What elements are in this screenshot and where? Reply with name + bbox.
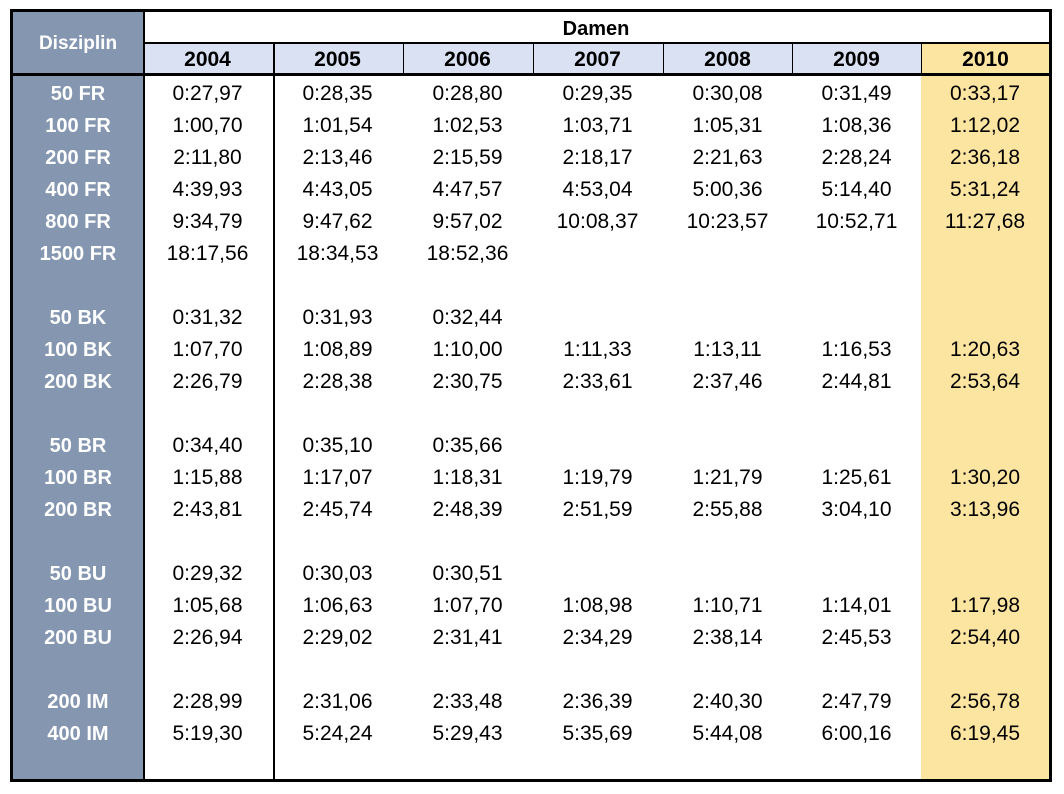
discipline-cell: 50 BU (49, 563, 107, 585)
spacer-row (13, 398, 1049, 430)
discipline-cell: 50 FR (50, 83, 106, 105)
time-cell-2009 (792, 238, 921, 270)
time-cell-2005: 0:30,03 (302, 562, 373, 585)
time-cell-2007: 1:08,98 (562, 594, 633, 617)
time-cell-2005: 2:31,06 (302, 690, 373, 713)
year-header-3: 2007 (574, 48, 621, 71)
time-cell-2004: 1:00,70 (172, 114, 243, 137)
time-cell-2010: 1:20,63 (949, 338, 1021, 361)
time-cell-2006: 2:48,39 (432, 498, 503, 521)
time-cell-2004: 1:05,68 (172, 594, 243, 617)
spacer-row (13, 654, 1049, 686)
header-divider-bottom (13, 73, 1049, 76)
discipline-cell: 400 IM (47, 723, 109, 745)
time-cell-2007: 2:51,59 (562, 498, 633, 521)
table-row (13, 334, 1049, 366)
time-cell-2004: 0:31,32 (172, 306, 243, 329)
time-cell-2007: 1:11,33 (563, 338, 632, 361)
time-cell-2009 (792, 302, 921, 334)
time-cell-2009 (792, 558, 921, 590)
table-row (13, 686, 1049, 718)
time-cell-2005: 4:43,05 (302, 178, 373, 201)
spacer-row (13, 526, 1049, 558)
time-cell-2004: 2:11,80 (173, 146, 242, 169)
time-cell-2008: 2:55,88 (692, 498, 763, 521)
time-cell-2004: 0:29,32 (172, 562, 243, 585)
year-separator (403, 43, 404, 75)
discipline-cell: 50 BK (49, 307, 107, 329)
table-row (13, 206, 1049, 238)
time-cell-2004: 0:27,97 (172, 82, 243, 105)
time-cell-2010: 1:30,20 (949, 466, 1021, 489)
discipline-cell: 200 IM (47, 691, 109, 713)
discipline-cell: 800 FR (45, 211, 111, 233)
year-separator (273, 43, 274, 75)
time-cell-2007: 0:29,35 (562, 82, 633, 105)
time-cell-2009: 1:14,01 (821, 594, 892, 617)
time-cell-2010 (921, 238, 1049, 270)
table-row (13, 718, 1049, 750)
time-cell-2009: 3:04,10 (821, 498, 892, 521)
time-cell-2008: 2:21,63 (692, 146, 763, 169)
time-cell-2005: 0:28,35 (302, 82, 373, 105)
time-cell-2005: 1:06,63 (302, 594, 373, 617)
time-cell-2004: 2:26,79 (172, 370, 243, 393)
time-cell-2009: 1:16,53 (821, 338, 892, 361)
time-cell-2006: 2:15,59 (432, 146, 503, 169)
discipline-cell: 50 BR (49, 435, 107, 457)
time-cell-2004: 2:26,94 (172, 626, 243, 649)
time-cell-2009: 10:52,71 (815, 210, 898, 233)
time-cell-2005: 2:29,02 (302, 626, 373, 649)
time-cell-2008: 5:00,36 (692, 178, 763, 201)
table-row (13, 622, 1049, 654)
time-cell-2008 (663, 238, 792, 270)
time-cell-2006: 5:29,43 (432, 722, 503, 745)
time-cell-2010 (921, 430, 1049, 462)
table-row (13, 494, 1049, 526)
time-cell-2010: 3:13,96 (949, 498, 1021, 521)
year-header-2: 2006 (444, 48, 491, 71)
time-cell-2009: 1:08,36 (821, 114, 892, 137)
time-cell-2008 (663, 558, 792, 590)
time-cell-2006: 0:30,51 (432, 562, 503, 585)
discipline-divider (143, 12, 145, 779)
year-separator (533, 43, 534, 75)
times-table (10, 9, 1052, 782)
discipline-cell: 100 BR (44, 467, 112, 489)
time-cell-2006: 0:28,80 (432, 82, 503, 105)
discipline-cell: 1500 FR (39, 243, 117, 265)
time-cell-2004: 0:34,40 (172, 434, 243, 457)
time-cell-2010 (921, 302, 1049, 334)
time-cell-2009: 5:14,40 (821, 178, 892, 201)
time-cell-2004: 2:28,99 (172, 690, 243, 713)
time-cell-2009: 2:44,81 (821, 370, 892, 393)
time-cell-2008: 1:05,31 (692, 114, 763, 137)
time-cell-2006: 2:33,48 (432, 690, 503, 713)
time-cell-2008: 1:21,79 (692, 466, 763, 489)
time-cell-2005: 0:31,93 (302, 306, 373, 329)
time-cell-2004: 5:19,30 (172, 722, 243, 745)
time-cell-2007 (533, 238, 662, 270)
time-cell-2007 (533, 430, 662, 462)
table-row (13, 302, 1049, 334)
time-cell-2005: 2:13,46 (302, 146, 373, 169)
table-row (13, 174, 1049, 206)
time-cell-2008: 1:10,71 (692, 594, 763, 617)
spacer-row (13, 270, 1049, 302)
time-cell-2004: 2:43,81 (172, 498, 243, 521)
time-cell-2006: 1:07,70 (432, 594, 503, 617)
time-cell-2008: 10:23,57 (686, 210, 769, 233)
discipline-cell: 200 FR (45, 147, 111, 169)
time-cell-2007: 1:19,79 (562, 466, 633, 489)
year-header-5: 2009 (833, 48, 880, 71)
time-cell-2008 (663, 302, 792, 334)
year-separator (663, 43, 664, 75)
time-cell-2007 (533, 302, 662, 334)
time-cell-2007: 2:34,29 (562, 626, 633, 649)
time-cell-2007: 2:33,61 (562, 370, 633, 393)
time-cell-2010: 6:19,45 (949, 722, 1021, 745)
discipline-cell: 100 BU (44, 595, 112, 617)
year-separator (792, 43, 793, 75)
time-cell-2005: 5:24,24 (302, 722, 373, 745)
time-cell-2008 (663, 430, 792, 462)
discipline-cell: 200 BR (44, 499, 112, 521)
year-header-1: 2005 (314, 48, 361, 71)
table-body (13, 78, 1049, 750)
year-header-0: 2004 (184, 48, 231, 71)
time-cell-2009: 1:25,61 (821, 466, 892, 489)
time-cell-2006: 2:30,75 (432, 370, 503, 393)
time-cell-2007: 2:36,39 (562, 690, 633, 713)
time-cell-2005: 1:01,54 (302, 114, 373, 137)
discipline-cell: 200 BK (44, 371, 112, 393)
time-cell-2006: 0:32,44 (432, 306, 503, 329)
time-cell-2009: 2:47,79 (821, 690, 892, 713)
time-cell-2006: 2:31,41 (432, 626, 503, 649)
time-cell-2006: 1:02,53 (432, 114, 503, 137)
time-cell-2010: 5:31,24 (949, 178, 1021, 201)
discipline-cell: 100 BK (44, 339, 112, 361)
discipline-cell: 200 BU (44, 627, 112, 649)
time-cell-2009: 0:31,49 (821, 82, 892, 105)
time-cell-2004: 4:39,93 (172, 178, 243, 201)
time-cell-2007: 10:08,37 (556, 210, 639, 233)
time-cell-2008: 2:38,14 (692, 626, 763, 649)
group-title: Damen (562, 18, 630, 40)
time-cell-2007 (533, 558, 662, 590)
time-cell-2007: 2:18,17 (562, 146, 633, 169)
time-cell-2008: 2:37,46 (692, 370, 763, 393)
time-cell-2008: 5:44,08 (692, 722, 763, 745)
table-row (13, 462, 1049, 494)
time-cell-2006: 0:35,66 (432, 434, 503, 457)
table-row (13, 558, 1049, 590)
table-row (13, 430, 1049, 462)
table-row (13, 366, 1049, 398)
time-cell-2010: 11:27,68 (944, 210, 1026, 233)
year-header-4: 2008 (704, 48, 751, 71)
time-cell-2005: 2:28,38 (302, 370, 373, 393)
time-cell-2004: 1:07,70 (172, 338, 243, 361)
time-cell-2009: 6:00,16 (821, 722, 892, 745)
header-divider-top (143, 42, 1049, 44)
table-row (13, 590, 1049, 622)
time-cell-2010: 1:17,98 (949, 594, 1021, 617)
time-cell-2004: 1:15,88 (172, 466, 243, 489)
table-row (13, 142, 1049, 174)
table-row (13, 238, 1049, 270)
discipline-cell: 100 FR (45, 115, 111, 137)
time-cell-2009 (792, 430, 921, 462)
time-cell-2005: 9:47,62 (302, 210, 373, 233)
time-cell-2010: 0:33,17 (949, 82, 1021, 105)
time-cell-2008: 2:40,30 (692, 690, 763, 713)
time-cell-2005: 1:08,89 (302, 338, 373, 361)
time-cell-2004: 9:34,79 (172, 210, 243, 233)
time-cell-2006: 4:47,57 (432, 178, 503, 201)
time-cell-2007: 4:53,04 (562, 178, 633, 201)
time-cell-2005: 0:35,10 (302, 434, 373, 457)
column-divider-2004 (273, 43, 275, 779)
year-separator (921, 43, 922, 75)
time-cell-2009: 2:28,24 (821, 146, 892, 169)
time-cell-2007: 5:35,69 (562, 722, 633, 745)
year-header-6: 2010 (962, 48, 1009, 71)
table-row (13, 110, 1049, 142)
time-cell-2005: 2:45,74 (302, 498, 373, 521)
time-cell-2010: 2:53,64 (949, 370, 1021, 393)
discipline-cell: 400 FR (45, 179, 111, 201)
table-row (13, 78, 1049, 110)
time-cell-2005: 18:34,53 (296, 242, 379, 265)
time-cell-2010: 2:54,40 (949, 626, 1021, 649)
time-cell-2010 (921, 558, 1049, 590)
time-cell-2005: 1:17,07 (302, 466, 373, 489)
time-cell-2006: 18:52,36 (426, 242, 509, 265)
time-cell-2010: 1:12,02 (949, 114, 1021, 137)
time-cell-2008: 0:30,08 (692, 82, 763, 105)
time-cell-2006: 1:18,31 (432, 466, 503, 489)
time-cell-2007: 1:03,71 (562, 114, 633, 137)
time-cell-2009: 2:45,53 (821, 626, 892, 649)
time-cell-2006: 1:10,00 (432, 338, 503, 361)
time-cell-2010: 2:56,78 (949, 690, 1021, 713)
time-cell-2008: 1:13,11 (693, 338, 762, 361)
time-cell-2006: 9:57,02 (432, 210, 503, 233)
time-cell-2004: 18:17,56 (166, 242, 249, 265)
time-cell-2010: 2:36,18 (949, 146, 1021, 169)
discipline-header: Disziplin (38, 33, 118, 54)
